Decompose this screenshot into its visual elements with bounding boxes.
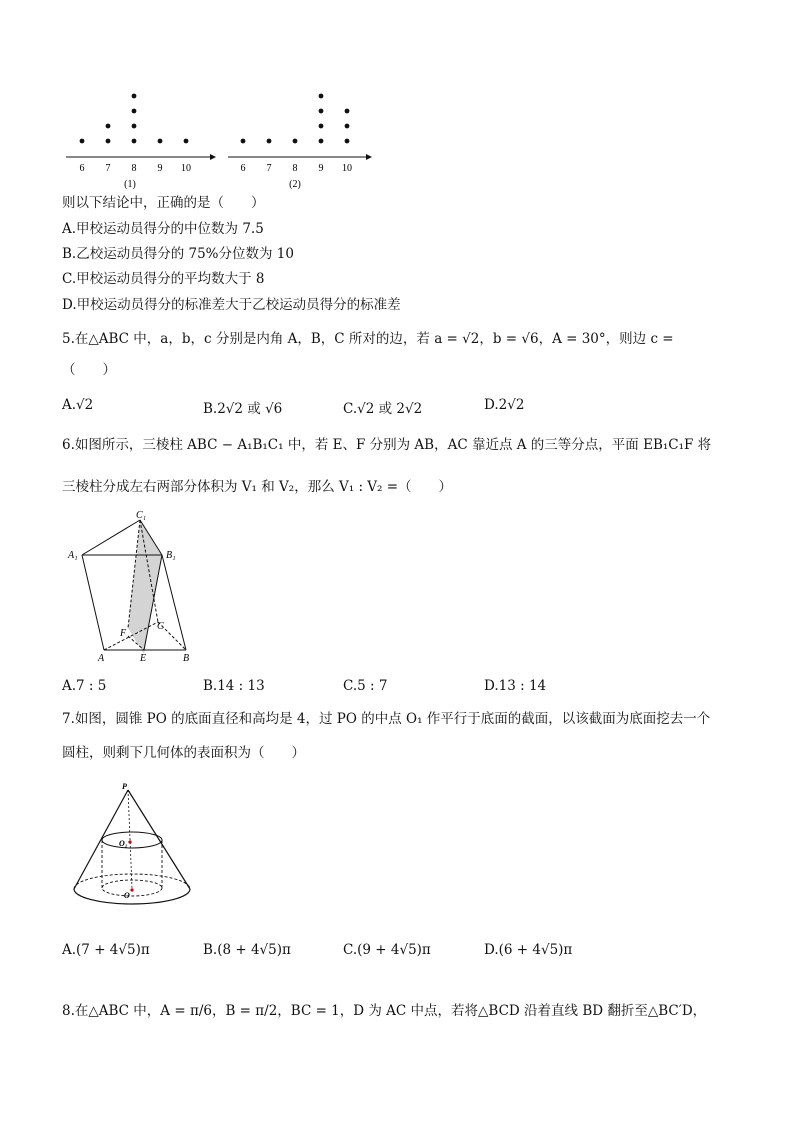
prism-edge-bb1 — [162, 555, 186, 650]
q6-option-b: B.14 : 13 — [203, 678, 265, 694]
dotplot-1-dot — [106, 124, 111, 129]
q7-stem-line1: 7.如图，圆锥 PO 的底面直径和高均是 4，过 PO 的中点 O₁ 作平行于底面的截面，以该截面为底面挖去一个 — [62, 711, 711, 727]
dotplot-2-tick-8: 8 — [292, 163, 298, 174]
dotplot-2-dot — [345, 139, 350, 144]
dotplot-1-dot — [106, 139, 111, 144]
q4-stem: 则以下结论中，正确的是（ ） — [62, 195, 265, 211]
q5-stem-line2: （ ） — [62, 362, 116, 378]
dotplot-1-tick-8: 8 — [131, 163, 137, 174]
q7-option-d: D.(6 + 4√5)π — [484, 942, 573, 958]
q7-option-b: B.(8 + 4√5)π — [203, 942, 291, 958]
dotplot-2-dot — [267, 139, 272, 144]
dotplot-2-dot — [345, 124, 350, 129]
dotplot-2-caption: (2) — [289, 179, 301, 190]
prism-label-a1: A₁ — [68, 550, 78, 561]
dotplot-1-dot — [132, 94, 137, 99]
dotplot-2-dot — [319, 109, 324, 114]
q6-option-a: A.7 : 5 — [62, 678, 107, 694]
q5-stem-line1: 5.在△ABC 中，a，b，c 分别是内角 A，B，C 所对的边，若 a = √2，b = √6，A = 30°，则边 c = — [62, 331, 674, 347]
prism-section-plane — [128, 520, 162, 654]
prism-label-b: B — [183, 653, 190, 664]
dotplot-2-dot — [319, 94, 324, 99]
prism-edge-aa1 — [82, 555, 104, 650]
q6-stem-line2: 三棱柱分成左右两部分体积为 V₁ 和 V₂，那么 V₁ : V₂ =（ ） — [62, 479, 453, 495]
dotplot-2-tick-7: 7 — [266, 163, 272, 174]
q6-option-c: C.5 : 7 — [343, 678, 388, 694]
point-o1 — [128, 840, 131, 843]
prism-label-c: C — [157, 621, 164, 632]
dotplot-1-dot — [158, 139, 163, 144]
prism-label-c1: C₁ — [136, 510, 147, 521]
cone-axis — [128, 790, 132, 888]
cone-figure — [66, 780, 206, 920]
q4-option-b: B.乙校运动员得分的 75%分位数为 10 — [62, 246, 294, 262]
q5-option-d: D.2√2 — [484, 397, 525, 413]
dotplot-2-dot — [345, 109, 350, 114]
dotplot-1-tick-9: 9 — [157, 163, 163, 174]
prism-edge-a1c1 — [82, 520, 140, 555]
q7-option-a: A.(7 + 4√5)π — [62, 942, 150, 958]
dotplot-2-arrow-icon — [366, 154, 372, 160]
dotplots-figure — [0, 0, 794, 200]
q6-option-d: D.13 : 14 — [484, 678, 547, 694]
prism-label-b1: B₁ — [166, 550, 176, 561]
q4-option-d: D.甲校运动员得分的标准差大于乙校运动员得分的标准差 — [62, 297, 401, 313]
q7-stem-line2: 圆柱，则剩下几何体的表面积为（ ） — [62, 745, 305, 761]
cone-label-o1: O₁ — [119, 839, 128, 848]
cone-label-o: O — [124, 891, 130, 900]
prism-label-a: A — [98, 653, 105, 664]
dotplot-2-dot — [241, 139, 246, 144]
dotplot-2-dot — [319, 139, 324, 144]
dotplot-2-dot — [319, 124, 324, 129]
prism-figure — [62, 512, 202, 662]
prism-label-f: F — [120, 628, 127, 639]
cone-label-p: P — [122, 782, 127, 791]
dotplot-2 — [228, 94, 372, 190]
dotplot-1-dot — [132, 109, 137, 114]
dotplot-1-tick-6: 6 — [79, 163, 85, 174]
dotplot-1 — [66, 94, 216, 190]
q4-option-c: C.甲校运动员得分的平均数大于 8 — [62, 271, 265, 287]
dotplot-2-tick-9: 9 — [318, 163, 324, 174]
dotplot-1-dot — [184, 139, 189, 144]
q5-option-b: B.2√2 或 √6 — [203, 401, 283, 417]
q5-option-c: C.√2 或 2√2 — [343, 401, 423, 417]
dotplot-2-dot — [293, 139, 298, 144]
dotplot-1-dot — [132, 124, 137, 129]
dotplot-1-dot — [80, 139, 85, 144]
cone-section-ellipse — [102, 832, 162, 848]
dotplot-1-tick-7: 7 — [105, 163, 111, 174]
dotplot-1-dot — [132, 139, 137, 144]
q4-option-a: A.甲校运动员得分的中位数为 7.5 — [62, 221, 264, 237]
dotplot-2-tick-10: 10 — [342, 163, 352, 174]
dotplot-1-caption: (1) — [124, 179, 136, 190]
q5-option-a: A.√2 — [62, 397, 94, 413]
dotplot-2-tick-6: 6 — [240, 163, 246, 174]
prism-label-e: E — [140, 653, 147, 664]
q7-option-c: C.(9 + 4√5)π — [343, 942, 431, 958]
q8-stem-line1: 8.在△ABC 中，A = π/6，B = π/2，BC = 1，D 为 AC 中点，若将△BCD 沿着直线 BD 翻折至△BC′D， — [62, 1003, 707, 1019]
point-o — [130, 888, 133, 891]
dotplot-1-arrow-icon — [210, 154, 216, 160]
q6-stem-line1: 6.如图所示，三棱柱 ABC − A₁B₁C₁ 中，若 E、F 分别为 AB，AC 靠近点 A 的三等分点，平面 EB₁C₁F 将 — [62, 437, 712, 453]
dotplot-1-tick-10: 10 — [181, 163, 191, 174]
